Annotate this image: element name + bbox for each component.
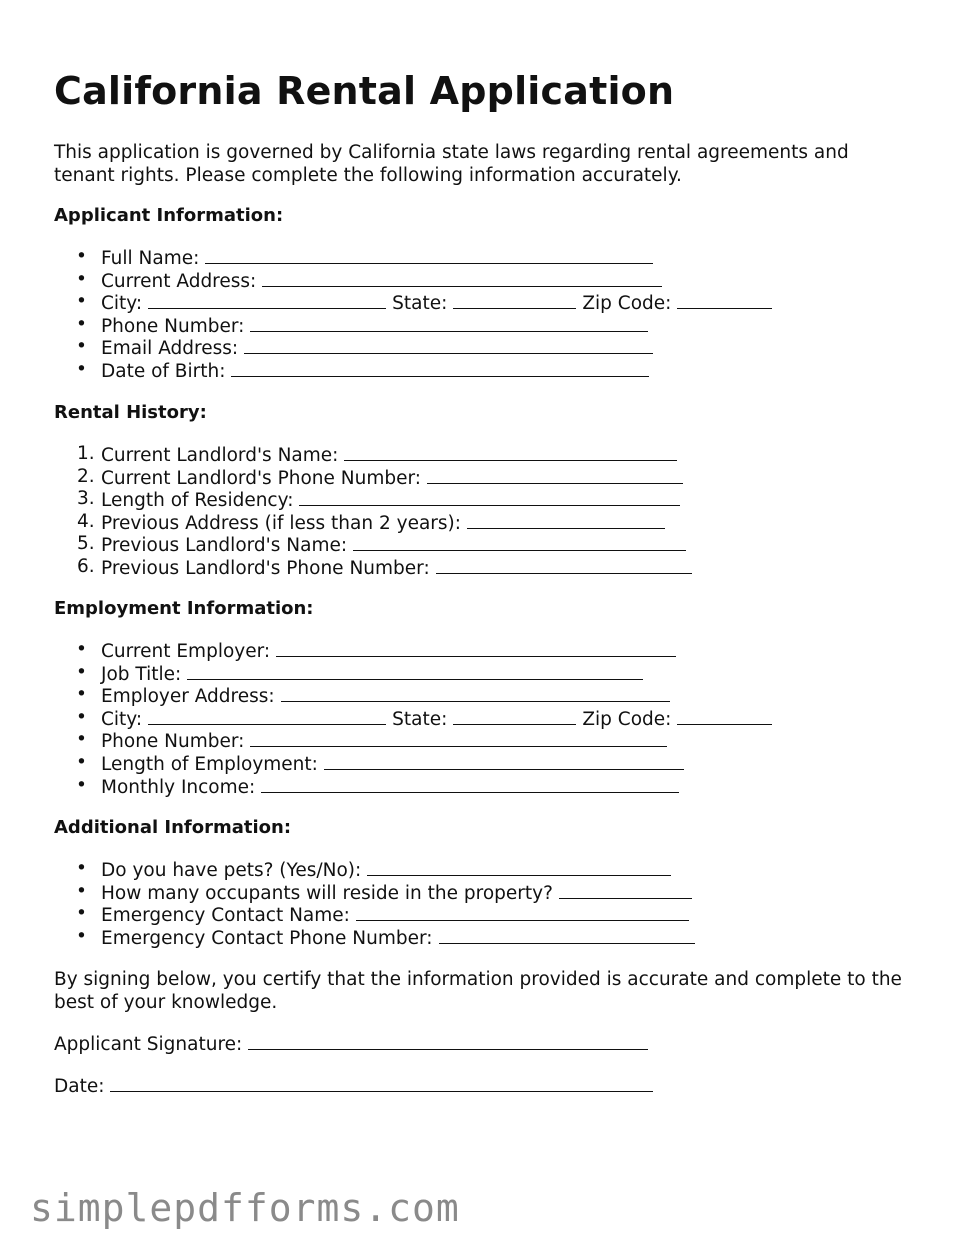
dob-label: Date of Birth:: [101, 360, 226, 382]
employer-address-field[interactable]: [281, 684, 670, 702]
list-item: [54, 533, 698, 556]
zip-label: Zip Code:: [582, 708, 672, 730]
list-item: [54, 662, 778, 685]
emergency-phone-label: Emergency Contact Phone Number:: [101, 927, 433, 949]
occupants-label: How many occupants will reside in the property?: [101, 882, 553, 904]
list-item: [54, 246, 778, 269]
length-of-residency-label: Length of Residency:: [101, 490, 294, 512]
emergency-phone-field[interactable]: [439, 926, 695, 944]
monthly-income-label: Monthly Income:: [101, 776, 256, 798]
state-label: State:: [392, 293, 448, 315]
item-number: 6.: [77, 555, 95, 577]
previous-landlord-name-field[interactable]: [353, 533, 686, 551]
current-landlord-phone-field[interactable]: [427, 466, 683, 484]
rental-history-list: [54, 443, 698, 579]
previous-landlord-name-label: Previous Landlord's Name:: [101, 535, 348, 557]
list-item: [54, 684, 778, 707]
date-label: Date:: [54, 1076, 105, 1097]
length-of-residency-field[interactable]: [299, 488, 680, 506]
job-title-label: Job Title:: [101, 663, 182, 685]
phone-label: Phone Number:: [101, 731, 245, 753]
zip-field[interactable]: [677, 291, 772, 309]
previous-address-label: Previous Address (if less than 2 years):: [101, 512, 461, 534]
applicant-list: [54, 246, 778, 382]
emergency-name-label: Emergency Contact Name:: [101, 905, 350, 927]
item-number: 1.: [77, 443, 95, 464]
current-employer-field[interactable]: [276, 639, 676, 657]
list-item: [54, 443, 698, 466]
signature-label: Applicant Signature:: [54, 1034, 243, 1055]
emergency-name-field[interactable]: [356, 903, 689, 921]
list-item: [54, 269, 778, 292]
pets-field[interactable]: [367, 858, 671, 876]
employment-list: [54, 639, 778, 797]
zip-field[interactable]: [677, 707, 772, 725]
state-field[interactable]: [453, 291, 576, 309]
previous-landlord-phone-field[interactable]: [436, 556, 692, 574]
list-item: [54, 314, 778, 337]
list-item: [54, 336, 778, 359]
employer-address-label: Employer Address:: [101, 686, 275, 708]
full-name-field[interactable]: [205, 246, 653, 264]
item-number: 5.: [77, 533, 95, 555]
city-label: City:: [101, 293, 143, 315]
phone-label: Phone Number:: [101, 315, 245, 337]
list-item: [54, 858, 701, 881]
city-field[interactable]: [148, 291, 386, 309]
list-item: [54, 359, 778, 382]
previous-landlord-phone-label: Previous Landlord's Phone Number:: [101, 557, 430, 579]
date-field[interactable]: [110, 1074, 653, 1092]
additional-heading: Additional Information:: [54, 817, 292, 838]
current-landlord-name-field[interactable]: [344, 443, 677, 461]
signature-field[interactable]: [248, 1032, 648, 1050]
phone-field[interactable]: [250, 314, 648, 332]
item-number: 4.: [77, 510, 95, 532]
length-of-employment-field[interactable]: [324, 752, 684, 770]
list-item: [54, 488, 698, 511]
list-item: [54, 881, 701, 904]
watermark-text: simplepdfforms.com: [30, 1186, 460, 1230]
list-item: [54, 511, 698, 534]
list-item: [54, 752, 778, 775]
state-label: State:: [392, 708, 448, 730]
email-label: Email Address:: [101, 338, 239, 360]
list-item: [54, 775, 778, 798]
list-item: [54, 639, 778, 662]
certification-paragraph: By signing below, you certify that the information provided is accurate and complete to the best of your knowledge.: [54, 969, 902, 1013]
full-name-label: Full Name:: [101, 248, 200, 269]
email-field[interactable]: [244, 336, 653, 354]
current-landlord-name-label: Current Landlord's Name:: [101, 445, 339, 466]
current-employer-label: Current Employer:: [101, 641, 271, 662]
signature-row: [54, 1032, 654, 1056]
employment-heading: Employment Information:: [54, 598, 314, 619]
list-item: [54, 291, 778, 314]
zip-label: Zip Code:: [582, 293, 672, 315]
previous-address-field[interactable]: [467, 511, 665, 529]
list-item: [54, 926, 701, 949]
page-title: California Rental Application: [54, 69, 675, 113]
additional-list: [54, 858, 701, 948]
current-address-field[interactable]: [262, 269, 662, 287]
rental-history-heading: Rental History:: [54, 402, 207, 423]
pets-label: Do you have pets? (Yes/No):: [101, 860, 362, 881]
list-item: [54, 903, 701, 926]
state-field[interactable]: [453, 707, 576, 725]
date-row: [54, 1074, 659, 1098]
list-item: [54, 729, 778, 752]
list-item: [54, 556, 698, 579]
city-label: City:: [101, 708, 143, 730]
list-item: [54, 707, 778, 730]
item-number: 2.: [77, 465, 95, 487]
list-item: [54, 466, 698, 489]
current-landlord-phone-label: Current Landlord's Phone Number:: [101, 467, 421, 489]
city-field[interactable]: [148, 707, 386, 725]
occupants-field[interactable]: [559, 881, 692, 899]
length-of-employment-label: Length of Employment:: [101, 753, 318, 775]
monthly-income-field[interactable]: [261, 775, 679, 793]
intro-paragraph: This application is governed by California state laws regarding rental agreements and tenant rights. Please complete the following information accurately.: [54, 142, 849, 186]
applicant-heading: Applicant Information:: [54, 205, 284, 226]
item-number: 3.: [77, 488, 95, 510]
current-address-label: Current Address:: [101, 270, 257, 292]
phone-field[interactable]: [250, 729, 667, 747]
job-title-field[interactable]: [187, 662, 643, 680]
dob-field[interactable]: [231, 359, 649, 377]
